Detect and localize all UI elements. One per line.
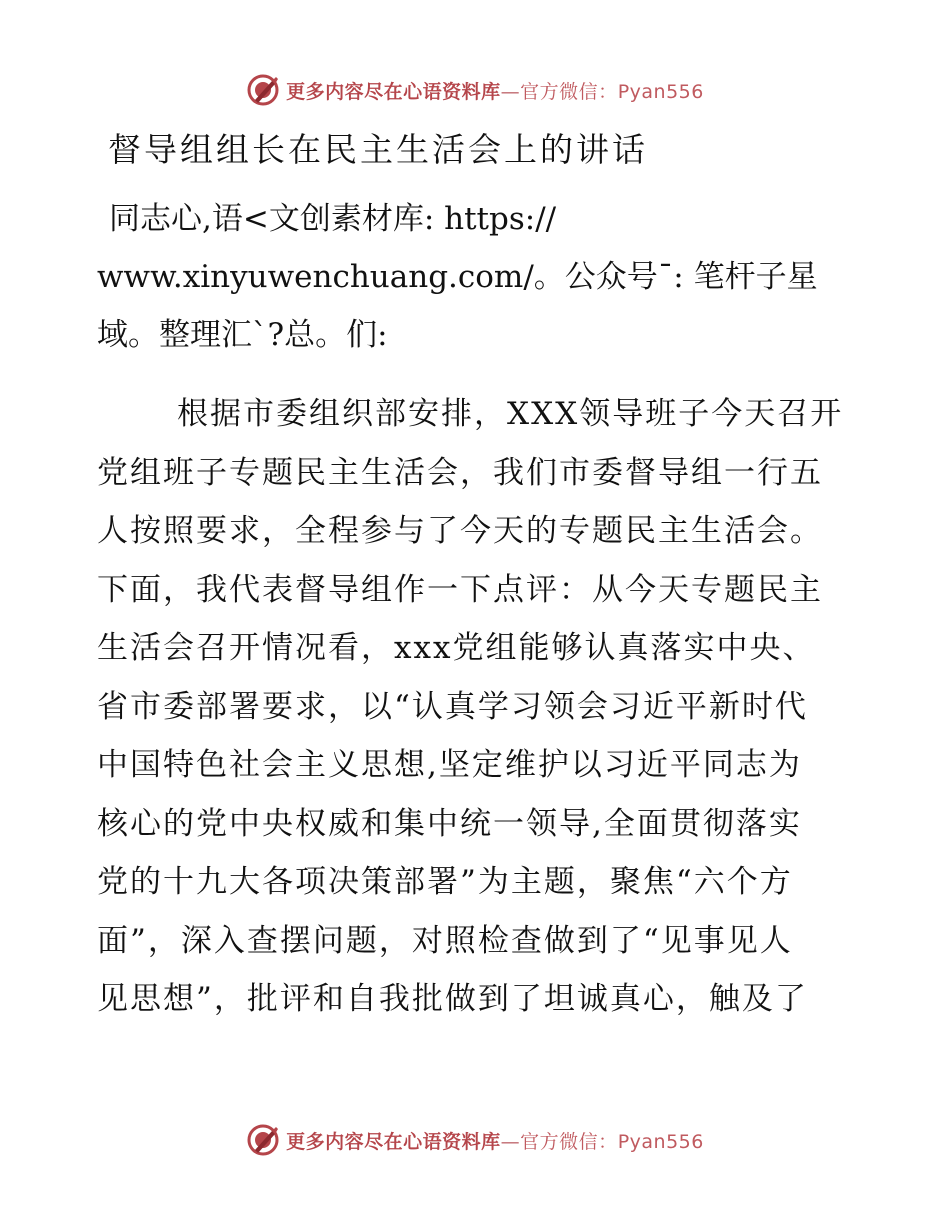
document-title: 督导组组长在民主生活会上的讲话 [108,130,648,169]
pen-logo-icon [246,1123,280,1157]
watermark-wechat-id: Pyan556 [617,80,704,103]
body-line: 中国特色社会主义思想,坚定维护以习近平同志为 [97,747,802,783]
greeting-line: 域。整理汇`?总。们: [97,317,388,353]
watermark-main-text: 更多内容尽在心语资料库 [286,80,501,103]
greeting-paragraph [97,190,857,364]
footer-watermark-banner [0,1120,950,1160]
body-line: 党组班子专题民主生活会，我们市委督导组一行五 [97,454,823,491]
body-line: 根据市委组织部安排，XXX领导班子今天召开 [177,396,844,432]
pen-logo-icon [246,73,280,107]
header-watermark [246,73,704,107]
greeting-line: www.xinyuwenchuang.com/。公众号¯: 笔杆子星 [97,259,818,295]
watermark-wechat-label: 官方微信： [520,80,618,103]
watermark-wechat-label: 官方微信： [520,1130,618,1153]
watermark-wechat-id: Pyan556 [617,1130,704,1153]
body-line: 下面，我代表督导组作一下点评：从今天专题民主 [97,571,823,608]
greeting-line: 同志心,语<文创素材库: https:// [109,201,557,237]
watermark-text [286,1127,704,1154]
body-line: 见思想”，批评和自我批做到了坦诚真心，触及了 [97,981,808,1017]
header-watermark-banner [0,70,950,110]
body-line: 省市委部署要求，以“认真学习领会习近平新时代 [97,688,808,725]
body-paragraph [97,385,857,1029]
watermark-dash: — [500,1130,521,1153]
body-line: 生活会召开情况看，xxx党组能够认真落实中央、 [97,630,816,666]
body-line: 面”，深入查摆问题，对照检查做到了“见事见人 [97,922,793,959]
body-line: 核心的党中央权威和集中统一领导,全面贯彻落实 [97,805,802,842]
body-line: 党的十九大各项决策部署”为主题，聚焦“六个方 [97,864,793,900]
watermark-main-text: 更多内容尽在心语资料库 [286,1130,501,1153]
footer-watermark [246,1123,704,1157]
body-line: 人按照要求，全程参与了今天的专题民主生活会。 [97,513,823,549]
watermark-dash: — [500,80,521,103]
watermark-text [286,77,704,104]
